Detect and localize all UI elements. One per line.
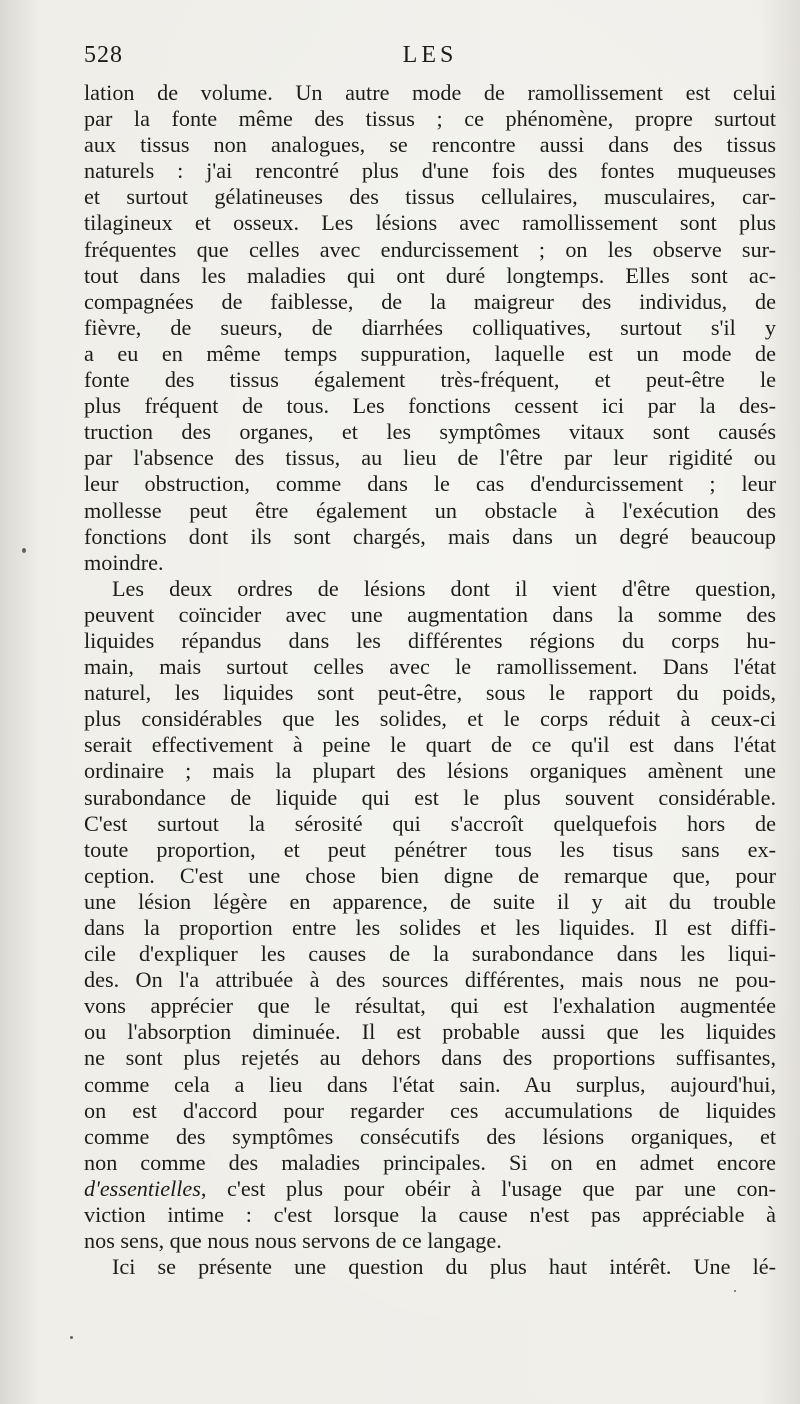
text-line: lation de volume. Un autre mode de ramollissement est celui: [84, 80, 776, 105]
text-line: toute proportion, et peut pénétrer tous les tisus sans ex-: [84, 836, 776, 862]
text-line: ou l'absorption diminuée. Il est probable aussi que les liquides: [84, 1019, 776, 1045]
text-line: comme des symptômes consécutifs des lésions organiques, et: [84, 1123, 776, 1149]
text-line: main, mais surtout celles avec le ramollissement. Dans l'état: [84, 654, 776, 680]
text-line: fièvre, de sueurs, de diarrhées colliquatives, surtout s'il y: [84, 314, 776, 340]
text-line: surabondance de liquide qui est le plus souvent considérable.: [84, 784, 776, 810]
text-line: et surtout gélatineuses des tissus cellulaires, musculaires, car-: [84, 184, 776, 210]
text-line: mollesse peut être également un obstacle à l'exécution des: [84, 497, 776, 523]
paragraph-end-line: nos sens, que nous nous servons de ce langage.: [84, 1228, 502, 1254]
page-number: 528: [84, 42, 123, 68]
text-line: serait effectivement à peine le quart de ce qu'il est dans l'état: [84, 732, 776, 758]
print-blemish: [22, 548, 26, 553]
running-head: LES: [402, 42, 458, 68]
text-line: C'est surtout la sérosité qui s'accroît quelquefois hors de: [84, 810, 776, 836]
print-blemish: [734, 1290, 736, 1292]
text-line: naturels : j'ai rencontré plus d'une fois des fontes muqueuses: [84, 158, 776, 184]
text-line: plus fréquent de tous. Les fonctions cessent ici par la des-: [84, 393, 776, 419]
text-line: ordinaire ; mais la plupart des lésions organiques amènent une: [84, 758, 776, 784]
text-line: cile d'expliquer les causes de la surabondance dans les liqui-: [84, 941, 776, 967]
text-line: leur obstruction, comme dans le cas d'endurcissement ; leur: [84, 471, 776, 497]
paragraph-end-line: moindre.: [84, 549, 164, 575]
text-line: compagnées de faiblesse, de la maigreur des individus, de: [84, 288, 776, 314]
text-line: ception. C'est une chose bien digne de remarque que, pour: [84, 862, 776, 888]
text-line: viction intime : c'est lorsque la cause n'est pas appréciable à: [84, 1202, 776, 1228]
text-line: par la fonte même des tissus ; ce phénomène, propre surtout: [84, 106, 776, 132]
text-line: aux tissus non analogues, se rencontre aussi dans des tissus: [84, 132, 776, 158]
paragraph-start-line: Les deux ordres de lésions dont il vient d'être question,: [112, 575, 776, 601]
text-line: une lésion légère en apparence, de suite il y ait du trouble: [84, 888, 776, 914]
text-line: des. On l'a attribuée à des sources différentes, mais nous ne pou-: [84, 967, 776, 993]
text-line: fonte des tissus également très-fréquent, et peut-être le: [84, 367, 776, 393]
body-text: [84, 80, 776, 1280]
text-line: tilagineux et osseux. Les lésions avec ramollissement sont plus: [84, 210, 776, 236]
text-line: truction des organes, et les symptômes vitaux sont causés: [84, 419, 776, 445]
print-blemish: [70, 1336, 73, 1339]
text-line: on est d'accord pour regarder ces accumulations de liquides: [84, 1097, 776, 1123]
text-line: comme cela a lieu dans l'état sain. Au surplus, aujourd'hui,: [84, 1071, 776, 1097]
text-line: tout dans les maladies qui ont duré longtemps. Elles sont ac-: [84, 262, 776, 288]
text-line: non comme des maladies principales. Si on en admet encore: [84, 1149, 776, 1175]
italic-term: d'essentielles: [84, 1175, 201, 1201]
italic-line-rest: , c'est plus pour obéir à l'usage que par une con-: [200, 1175, 776, 1201]
paragraph-start-line: Ici se présente une question du plus haut intérêt. Une lé-: [112, 1254, 776, 1280]
italic-text-line: [84, 1176, 776, 1202]
text-line: fonctions dont ils sont chargés, mais dans un degré beaucoup: [84, 523, 776, 549]
text-line: par l'absence des tissus, au lieu de l'être par leur rigidité ou: [84, 445, 776, 471]
text-line: ne sont plus rejetés au dehors dans des proportions suffisantes,: [84, 1045, 776, 1071]
text-line: vons apprécier que le résultat, qui est l'exhalation augmentée: [84, 993, 776, 1019]
text-line: naturel, les liquides sont peut-être, sous le rapport du poids,: [84, 680, 776, 706]
text-line: peuvent coïncider avec une augmentation dans la somme des: [84, 601, 776, 627]
text-line: fréquentes que celles avec endurcissement ; on les observe sur-: [84, 236, 776, 262]
text-line: a eu en même temps suppuration, laquelle est un mode de: [84, 340, 776, 366]
text-line: liquides répandus dans les différentes régions du corps hu-: [84, 627, 776, 653]
page-header: [84, 38, 776, 74]
text-line: plus considérables que les solides, et le corps réduit à ceux-ci: [84, 706, 776, 732]
text-line: dans la proportion entre les solides et les liquides. Il est diffi-: [84, 915, 776, 940]
